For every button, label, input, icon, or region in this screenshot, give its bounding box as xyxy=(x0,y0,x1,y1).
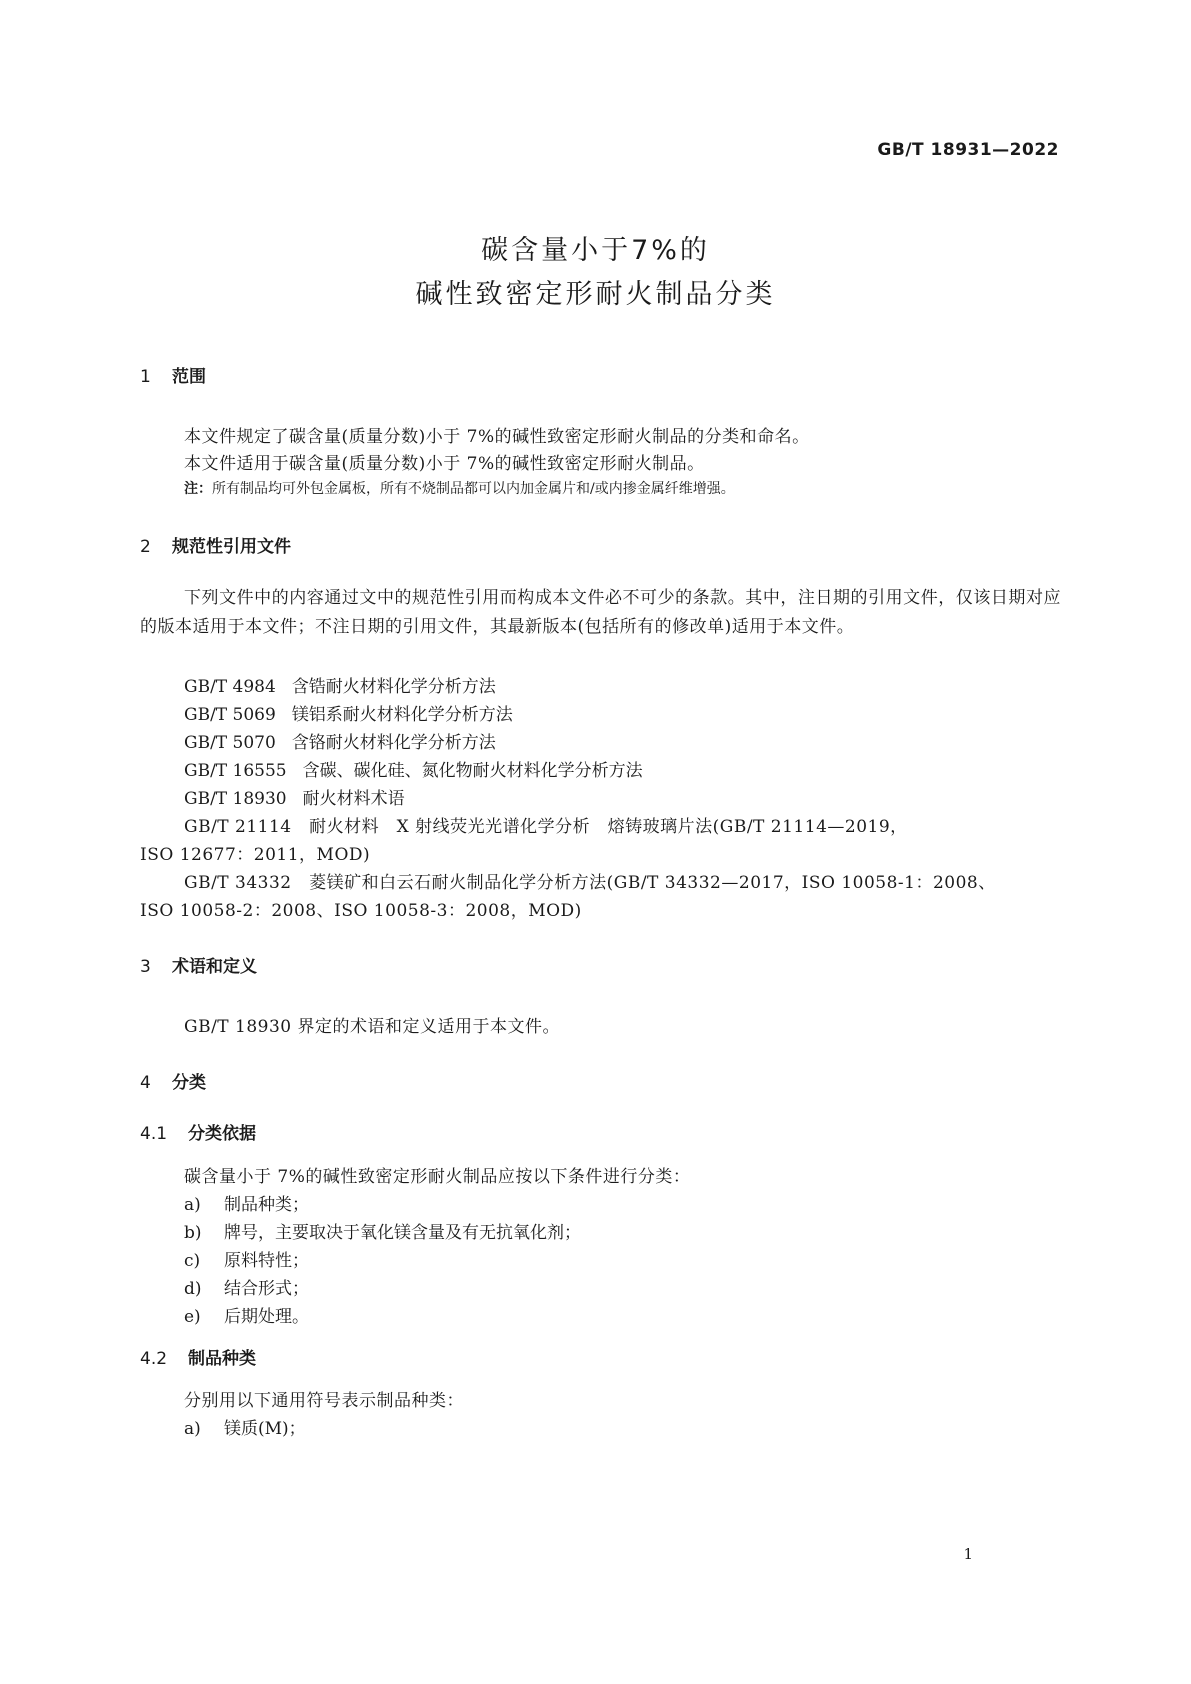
document-title-line-2: 碱性致密定形耐火制品分类 xyxy=(415,279,776,310)
list-item xyxy=(184,1302,309,1327)
reference-gbt16555 xyxy=(184,756,643,781)
section-title: 范围 xyxy=(172,367,206,387)
list-marker: d) xyxy=(184,1279,202,1299)
reference-name: 含铬耐火材料化学分析方法 xyxy=(291,733,496,753)
section-4-1-heading xyxy=(140,1119,256,1144)
list-marker: a) xyxy=(184,1419,201,1439)
list-text: 后期处理。 xyxy=(224,1307,309,1327)
list-text: 原料特性； xyxy=(224,1251,309,1271)
reference-code: GB/T 16555 xyxy=(184,761,287,781)
note-label: 注： xyxy=(184,481,212,497)
list-item xyxy=(184,1218,581,1243)
scope-paragraph-2: 本文件适用于碳含量(质量分数)小于 7%的碱性致密定形耐火制品。 xyxy=(184,454,705,474)
section-3-heading xyxy=(140,952,257,977)
reference-name: 含碳、碳化硅、氮化物耐火材料化学分析方法 xyxy=(302,761,643,781)
classification-basis-intro: 碳含量小于 7%的碱性致密定形耐火制品应按以下条件进行分类： xyxy=(184,1167,691,1187)
section-4-2-heading xyxy=(140,1344,256,1369)
reference-code: GB/T 5070 xyxy=(184,733,276,753)
section-title: 制品种类 xyxy=(188,1349,256,1369)
reference-code: GB/T 5069 xyxy=(184,705,276,725)
section-number: 4.1 xyxy=(140,1124,168,1144)
section-number: 2 xyxy=(140,537,151,557)
list-marker: e) xyxy=(184,1307,201,1327)
page-number: 1 xyxy=(963,1545,973,1563)
reference-gbt34332-line-2: ISO 10058-2：2008、ISO 10058-3：2008，MOD) xyxy=(140,901,582,921)
list-marker: a) xyxy=(184,1195,201,1215)
list-text: 结合形式； xyxy=(224,1279,309,1299)
section-4-heading xyxy=(140,1068,206,1093)
document-title-line-1: 碳含量小于7%的 xyxy=(481,235,710,266)
reference-gbt5070 xyxy=(184,728,496,753)
list-marker: b) xyxy=(184,1223,202,1243)
terms-paragraph: GB/T 18930 界定的术语和定义适用于本文件。 xyxy=(184,1017,561,1037)
section-title: 分类依据 xyxy=(188,1124,256,1144)
list-item xyxy=(184,1246,309,1271)
list-item xyxy=(184,1190,309,1215)
scope-paragraph-1: 本文件规定了碳含量(质量分数)小于 7%的碱性致密定形耐火制品的分类和命名。 xyxy=(184,427,810,447)
section-title: 分类 xyxy=(172,1073,206,1093)
section-title: 规范性引用文件 xyxy=(172,537,291,557)
reference-gbt5069 xyxy=(184,700,513,725)
reference-name: 镁铝系耐火材料化学分析方法 xyxy=(291,705,513,725)
section-number: 4.2 xyxy=(140,1349,168,1369)
reference-gbt34332-line-1: GB/T 34332 菱镁矿和白云石耐火制品化学分析方法(GB/T 34332—2017，ISO 10058-1：2008、 xyxy=(184,873,996,893)
list-item xyxy=(184,1414,306,1439)
note-text: 所有制品均可外包金属板，所有不烧制品都可以内加金属片和/或内掺金属纤维增强。 xyxy=(212,481,735,497)
list-marker: c) xyxy=(184,1251,201,1271)
reference-name: 耐火材料术语 xyxy=(302,789,405,809)
scope-note xyxy=(184,478,735,498)
reference-code: GB/T 4984 xyxy=(184,677,276,697)
section-number: 1 xyxy=(140,367,151,387)
section-number: 4 xyxy=(140,1073,151,1093)
list-text: 镁质(M)； xyxy=(224,1419,306,1439)
section-number: 3 xyxy=(140,957,151,977)
reference-gbt4984 xyxy=(184,672,496,697)
section-2-heading xyxy=(140,532,291,557)
standard-number: GB/T 18931—2022 xyxy=(877,140,1059,160)
list-item xyxy=(184,1274,309,1299)
list-text: 牌号，主要取决于氧化镁含量及有无抗氧化剂； xyxy=(224,1223,581,1243)
section-1-heading xyxy=(140,362,206,387)
reference-gbt18930 xyxy=(184,784,405,809)
product-types-intro: 分别用以下通用符号表示制品种类： xyxy=(184,1391,464,1411)
reference-gbt21114-line-2: ISO 12677：2011，MOD) xyxy=(140,845,371,865)
normative-references-intro: 下列文件中的内容通过文中的规范性引用而构成本文件必不可少的条款。其中，注日期的引用文件，仅该日期对应的版本适用于本文件；不注日期的引用文件，其最新版本(包括所有的修改单)适用于本文件。 xyxy=(140,588,1061,637)
list-text: 制品种类； xyxy=(224,1195,309,1215)
reference-name: 含锆耐火材料化学分析方法 xyxy=(291,677,496,697)
reference-gbt21114-line-1: GB/T 21114 耐火材料 X 射线荧光光谱化学分析 熔铸玻璃片法(GB/T 21114—2019， xyxy=(184,817,908,837)
section-title: 术语和定义 xyxy=(172,957,257,977)
reference-code: GB/T 18930 xyxy=(184,789,287,809)
